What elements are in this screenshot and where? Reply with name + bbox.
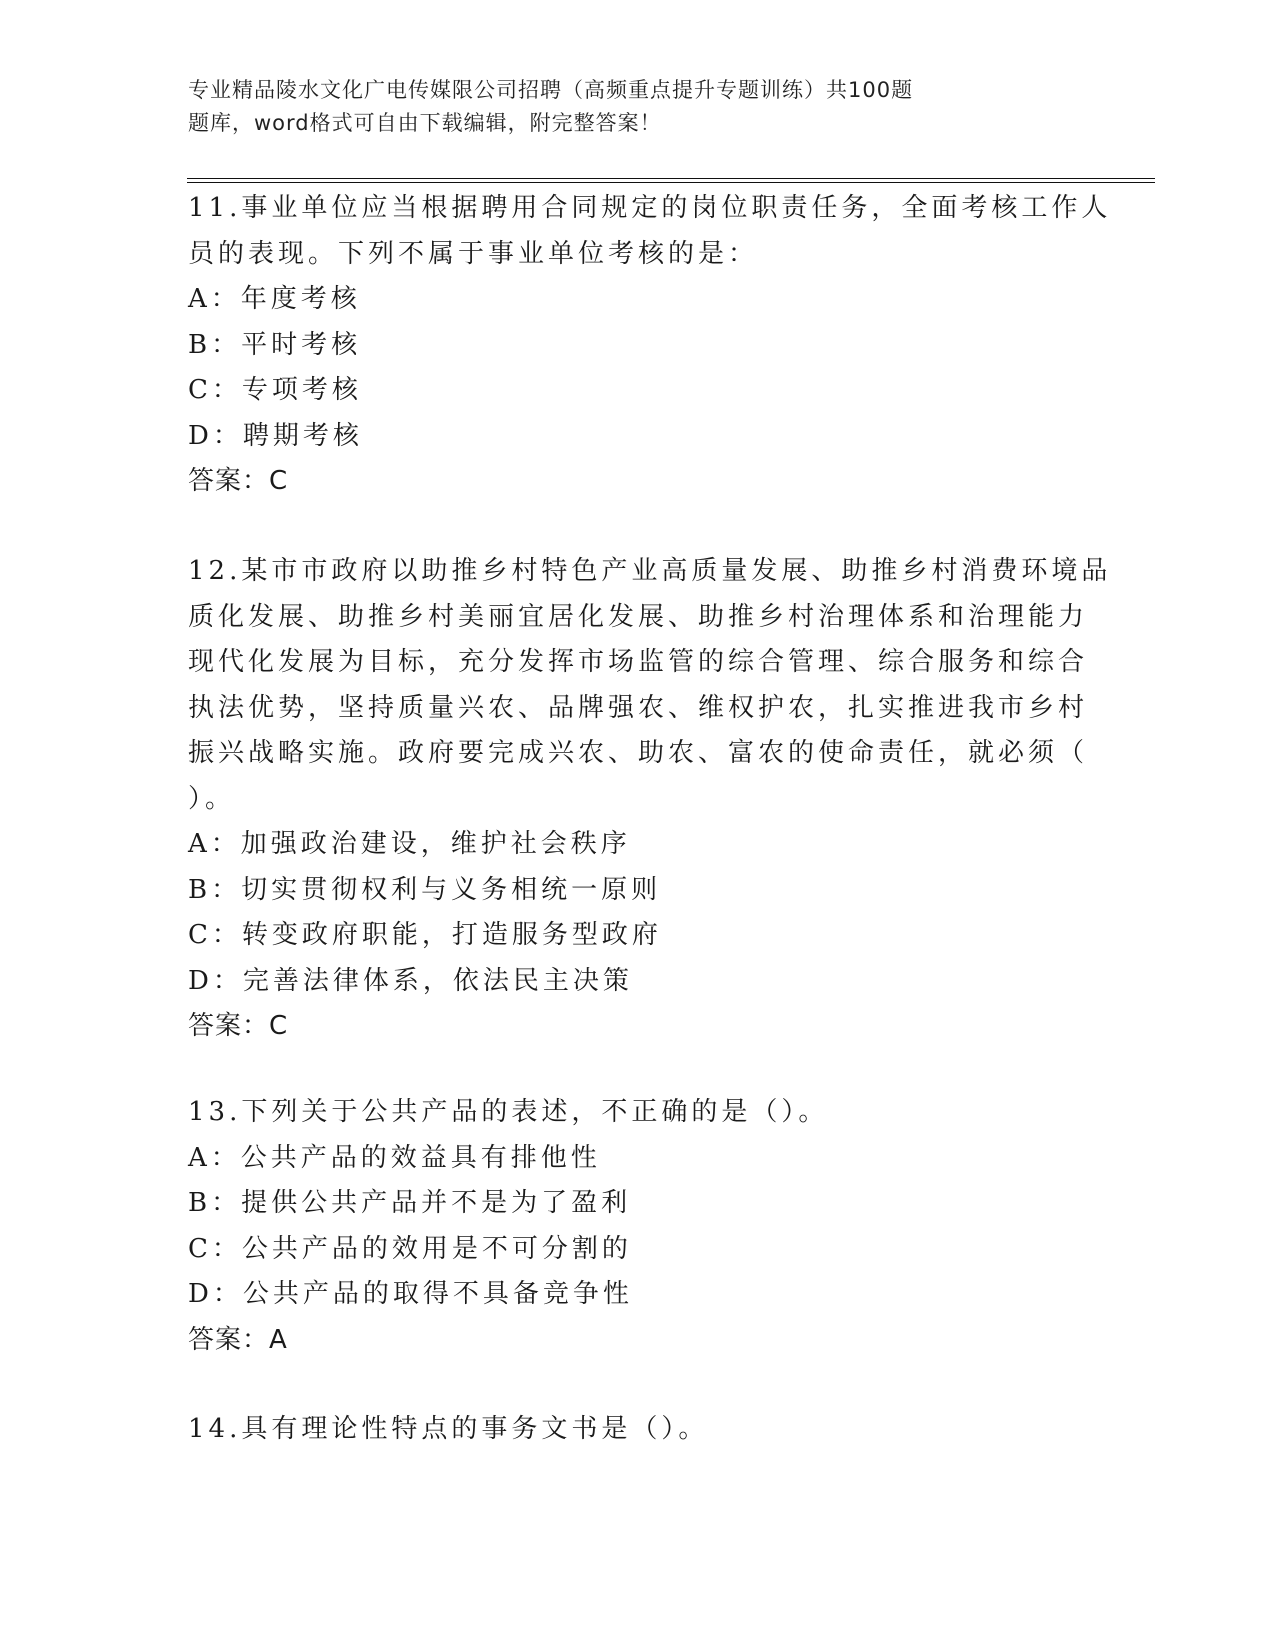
header-line-2: 题库，word格式可自由下载编辑，附完整答案！ [188, 111, 662, 135]
question-13-answer: 答案：A [188, 1324, 288, 1355]
question-12 [188, 549, 1112, 1050]
question-13-option-d: D：公共产品的取得不具备竞争性 [188, 1279, 633, 1309]
question-13-option-a: A：公共产品的效益具有排他性 [188, 1142, 601, 1173]
header-line-1: 专业精品陵水文化广电传媒限公司招聘（高频重点提升专题训练）共100题 [188, 78, 914, 102]
question-13-option-b: B：提供公共产品并不是为了盈利 [188, 1188, 632, 1218]
question-11-option-a: A：年度考核 [188, 284, 361, 314]
question-14-stem-line-1: 14.具有理论性特点的事务文书是（）。 [188, 1414, 709, 1444]
question-13 [188, 1090, 1088, 1363]
question-12-stem-line-3: 现代化发展为目标，充分发挥市场监管的综合管理、综合服务和综合 [188, 647, 1089, 677]
document-header [188, 74, 1038, 140]
question-11-option-c: C：专项考核 [188, 375, 362, 405]
question-11-stem-line-1: 11.事业单位应当根据聘用合同规定的岗位职责任务，全面考核工作人 [188, 193, 1112, 223]
question-11-option-b: B：平时考核 [188, 329, 362, 360]
header-rule-bottom [187, 182, 1155, 183]
question-12-stem-line-1: 12.某市市政府以助推乡村特色产业高质量发展、助推乡村消费环境品 [188, 556, 1112, 586]
question-12-option-d: D：完善法律体系，依法民主决策 [188, 965, 633, 996]
question-12-option-a: A：加强政治建设，维护社会秩序 [188, 829, 631, 859]
question-13-option-c: C：公共产品的效用是不可分割的 [188, 1233, 632, 1264]
question-11-option-d: D：聘期考核 [188, 420, 363, 451]
question-12-option-b: B：切实贯彻权利与义务相统一原则 [188, 874, 662, 905]
header-rule-top [187, 178, 1155, 179]
question-11 [188, 186, 1112, 505]
question-12-answer: 答案：C [188, 1011, 289, 1041]
question-11-answer: 答案：C [188, 466, 289, 496]
question-12-stem-line-4: 执法优势，坚持质量兴农、品牌强农、维权护农，扎实推进我市乡村 [188, 692, 1089, 723]
question-12-option-c: C：转变政府职能，打造服务型政府 [188, 920, 662, 950]
question-12-stem-line-6: ）。 [188, 783, 236, 814]
question-12-stem-line-5: 振兴战略实施。政府要完成兴农、助农、富农的使命责任，就必须（ [188, 738, 1089, 768]
question-11-stem-line-2: 员的表现。下列不属于事业单位考核的是： [188, 238, 759, 269]
question-13-stem-line-1: 13.下列关于公共产品的表述，不正确的是（）。 [188, 1097, 829, 1127]
question-14 [188, 1407, 1088, 1453]
question-12-stem-line-2: 质化发展、助推乡村美丽宜居化发展、助推乡村治理体系和治理能力 [188, 601, 1089, 632]
